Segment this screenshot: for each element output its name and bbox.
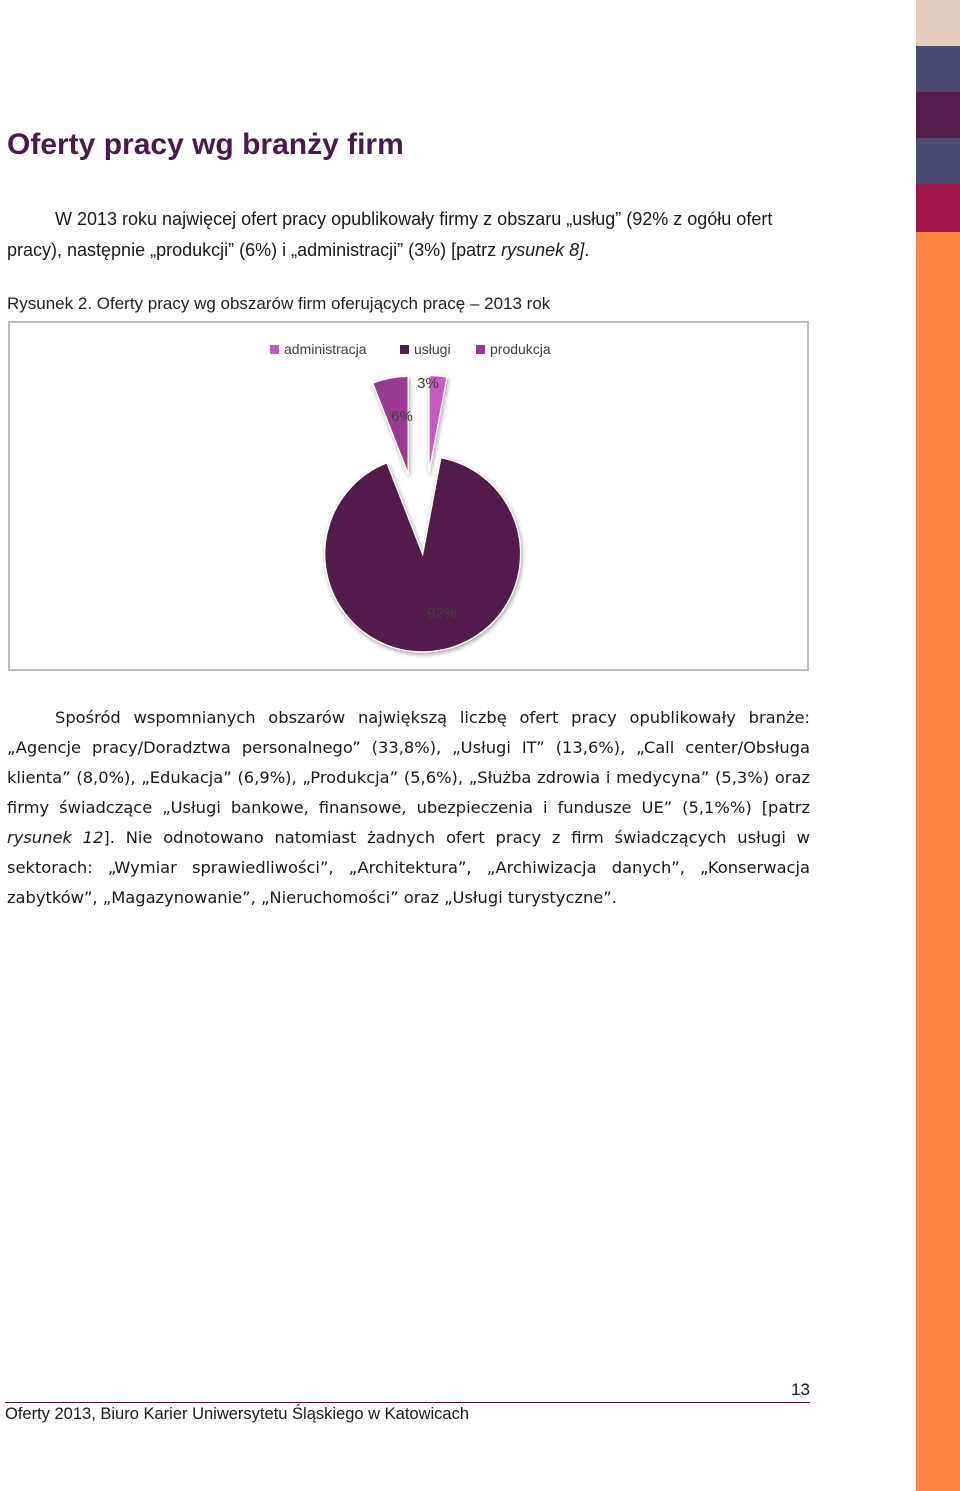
intro-text: W 2013 roku najwięcej ofert pracy opublikowały firmy z obszaru „usług” (92% z ogółu ofert pracy), następnie „produkcji” (6%) i „administracji” (3%) [patrz — [7, 209, 773, 260]
sidebar-segment-plum — [916, 92, 960, 138]
body-paragraph — [7, 703, 810, 913]
page-number: 13 — [791, 1380, 810, 1399]
intro-tail: . — [584, 240, 590, 260]
body-text: Spośród wspomnianych obszarów największą liczbę ofert pracy opublikowały branże: „Agencje pracy/Doradztwa personalnego” (33,8%), „Usługi IT” (13,6%), „Call center/Obsługa klienta” (8,0%), „Edukacja” (6,9%), „Produkcja” (5,6%), „Służba zdrowia i medycyna” (5,3%) oraz firmy świadczące „Usługi bankowe, finansowe, ubezpieczenia i fundusze UE” (5,1%%) [patrz — [7, 708, 810, 817]
legend-swatch-1 — [400, 345, 409, 354]
intro-figure-reference: rysunek 8] — [501, 240, 585, 260]
intro-paragraph — [7, 204, 810, 266]
footer-rule — [5, 1402, 810, 1403]
legend-label-1: usługi — [414, 341, 451, 357]
sidebar-segment-slate-2 — [916, 138, 960, 184]
body-tail: ]. Nie odnotowano natomiast żadnych ofert pracy z firm świadczących usługi w sektorach: „Wymiar sprawiedliwości”, „Architektura”, „Archiwizacja danych”, „Konserwacja zabytków”, „Magazynowanie”, „Nieruchomości” oraz „Usługi turystyczne”. — [7, 828, 810, 907]
body-figure-reference: rysunek 12 — [7, 828, 104, 847]
sidebar-segment-slate — [916, 46, 960, 92]
pie-chart — [10, 323, 807, 669]
legend-label-2: produkcja — [490, 341, 551, 357]
sidebar-segment-crimson — [916, 184, 960, 232]
legend-swatch-0 — [270, 345, 279, 354]
sidebar-segment-orange — [916, 232, 960, 1491]
data-label-usługi: 92% — [426, 605, 458, 622]
data-label-produkcja: 6% — [391, 408, 413, 425]
footer-text: Oferty 2013, Biuro Karier Uniwersytetu Śląskiego w Katowicach — [5, 1405, 470, 1423]
data-label-administracja: 3% — [417, 375, 439, 392]
figure-caption: Rysunek 2. Oferty pracy wg obszarów firm oferujących pracę – 2013 rok — [7, 294, 551, 313]
pie-chart-frame — [8, 321, 809, 671]
legend-swatch-2 — [476, 345, 485, 354]
sidebar-segment-beige — [916, 0, 960, 46]
legend-label-0: administracja — [284, 341, 367, 357]
pie-slice-usługi — [325, 458, 521, 652]
section-heading: Oferty pracy wg branży firm — [7, 128, 404, 161]
pie-slice-produkcja — [373, 376, 409, 474]
sidebar-color-bar — [916, 0, 960, 1491]
